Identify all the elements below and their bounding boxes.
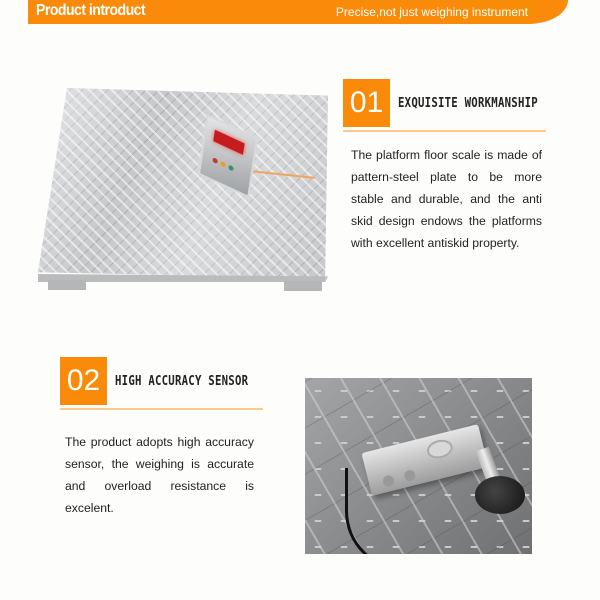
indicator-button-green: [228, 164, 234, 171]
header-title: Product introduct: [36, 2, 146, 19]
indicator-display: [213, 130, 244, 155]
section-divider-01: [343, 130, 546, 132]
scale-foot-left: [48, 280, 86, 290]
header-banner: [28, 0, 568, 24]
section-number-01: 01: [343, 79, 390, 127]
section-body-01: The platform floor scale is made of pattern-steel plate to be more stable and durable, and the anti skid design endows the platforms with excellent antiskid property.: [351, 148, 542, 250]
indicator-button-red: [212, 157, 218, 164]
section-divider-02: [60, 408, 263, 410]
section-title-02: HIGH ACCURACY SENSOR: [115, 374, 249, 389]
header-slogan: Precise,not just weighing instrument: [335, 5, 528, 19]
scale-foot-right: [284, 281, 322, 291]
section-title-01: EXQUISITE WORKMANSHIP: [398, 96, 538, 111]
platform-floor-scale-photo: [30, 84, 330, 304]
load-cell-bolt-hole: [403, 469, 416, 482]
indicator-button-orange: [220, 161, 226, 168]
load-cell-sensor-photo: [305, 378, 532, 554]
section-number-02: 02: [60, 357, 107, 405]
load-cell-cup: [425, 437, 455, 461]
section-body-02: The product adopts high accuracy sensor, the weighing is accurate and overload resistance is excelent.: [65, 435, 254, 515]
rubber-foot-pad: [475, 476, 525, 514]
checker-plate: [38, 88, 328, 278]
load-cell-bolt-hole: [382, 474, 395, 487]
